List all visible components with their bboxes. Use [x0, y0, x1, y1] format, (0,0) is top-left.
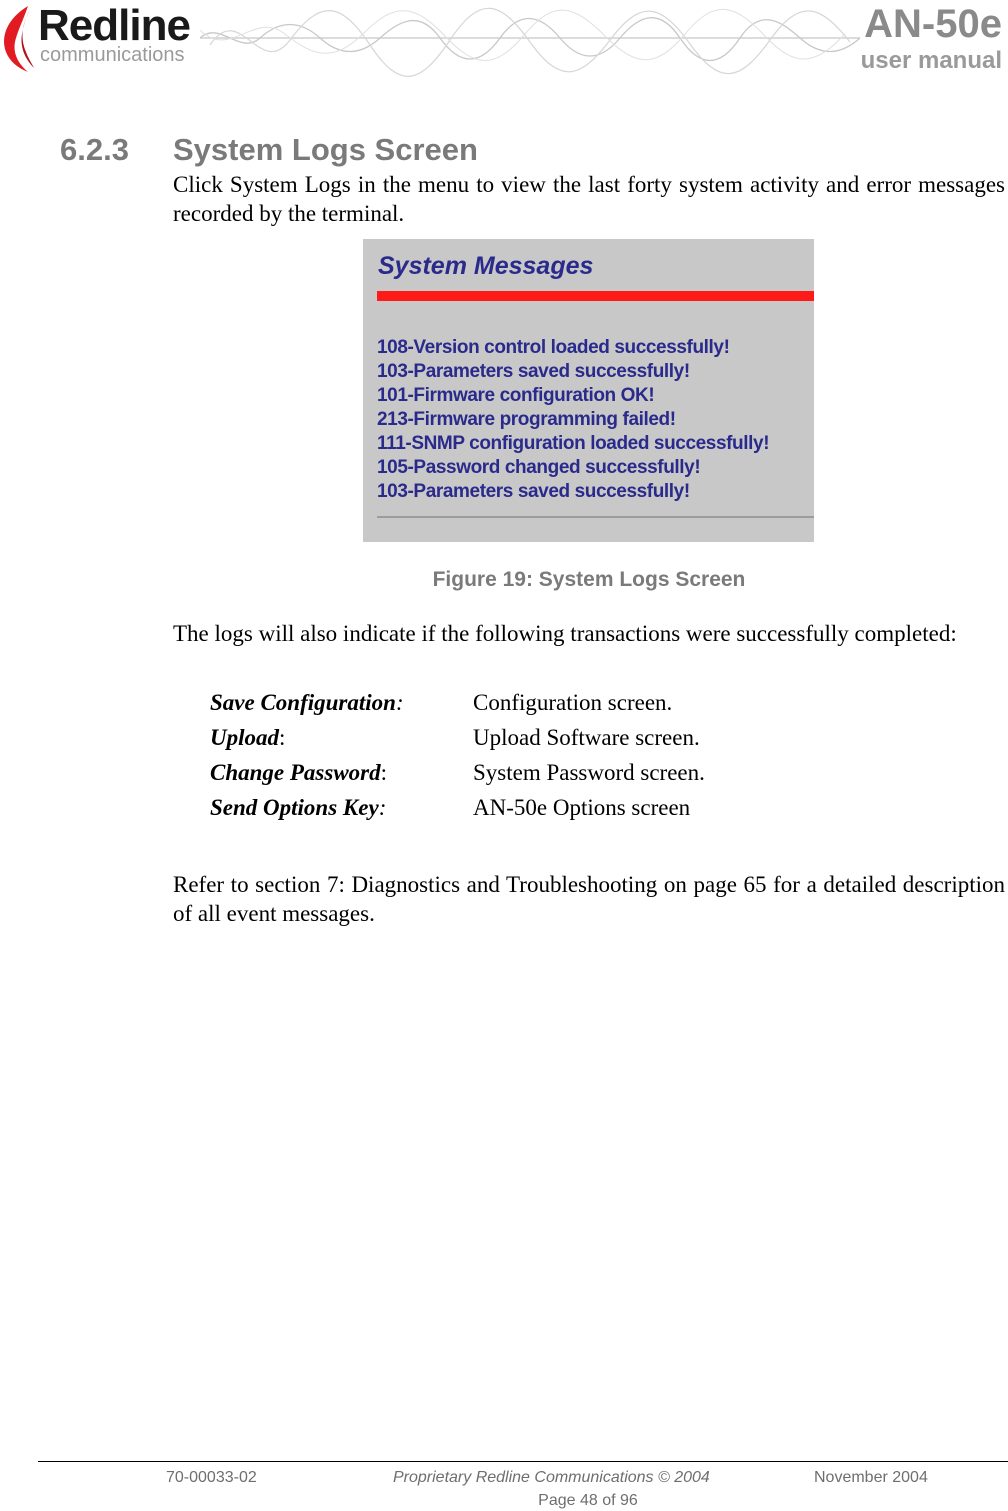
transaction-desc: AN-50e Options screen [473, 795, 691, 820]
term-separator: : [279, 725, 286, 750]
transaction-term [210, 723, 473, 753]
refer-paragraph: Refer to section 7: Diagnostics and Troubleshooting on page 65 for a detailed description of all event messages. [173, 872, 1005, 926]
footer-date: November 2004 [814, 1469, 928, 1486]
manual-label: user manual [860, 47, 1002, 74]
figure-screen-title: System Messages [378, 252, 594, 280]
list-item [210, 793, 705, 828]
page-header [0, 0, 1008, 90]
list-item [210, 688, 705, 723]
redline-logo-icon [0, 4, 36, 74]
transaction-desc: Configuration screen. [473, 690, 673, 715]
section-heading [60, 130, 478, 170]
list-item: 213-Firmware programming failed! [377, 409, 676, 430]
section-title: System Logs Screen [173, 132, 478, 167]
term-text: Upload [210, 725, 279, 750]
transaction-term [210, 758, 473, 788]
term-separator: : [378, 795, 387, 820]
brand-name: Redline [38, 1, 190, 50]
message-list [377, 336, 769, 504]
intro-paragraph: Click System Logs in the menu to view the last forty system activity and error messages recorded by the terminal. [173, 172, 1005, 226]
list-item: 105-Password changed successfully! [377, 457, 701, 478]
section-number: 6.2.3 [60, 132, 129, 167]
list-item [210, 723, 705, 758]
transactions-intro: The logs will also indicate if the following transactions were successfully completed: [173, 621, 957, 646]
transaction-term [210, 793, 473, 823]
figure-caption: Figure 19: System Logs Screen [432, 568, 746, 591]
term-text: Change Password [210, 760, 381, 785]
transaction-desc: System Password screen. [473, 760, 705, 785]
list-item [210, 758, 705, 793]
footer-doc-number: 70-00033-02 [166, 1469, 257, 1486]
figure-red-bar [377, 291, 814, 301]
footer-page-number: Page 48 of 96 [538, 1492, 638, 1509]
transaction-term [210, 688, 473, 718]
system-messages-figure [363, 239, 814, 542]
term-text: Save Configuration [210, 690, 396, 715]
list-item: 103-Parameters saved successfully! [377, 481, 690, 502]
brand-subtitle: communications [40, 44, 185, 66]
footer-proprietary: Proprietary Redline Communications © 2004 [393, 1469, 710, 1486]
term-text: Send Options Key [210, 795, 379, 820]
term-separator: : [380, 760, 388, 785]
footer-rule [38, 1461, 1008, 1462]
figure-separator [377, 516, 814, 518]
list-item: 101-Firmware configuration OK! [377, 385, 655, 406]
list-item: 103-Parameters saved successfully! [377, 361, 690, 382]
wave-decoration-icon [200, 0, 860, 85]
list-item: 108-Version control loaded successfully! [377, 337, 730, 358]
list-item: 111-SNMP configuration loaded successfully! [377, 433, 770, 454]
product-name: AN-50e [864, 2, 1002, 46]
transactions-list [210, 688, 705, 828]
transaction-desc: Upload Software screen. [473, 725, 700, 750]
term-separator: : [395, 690, 404, 715]
